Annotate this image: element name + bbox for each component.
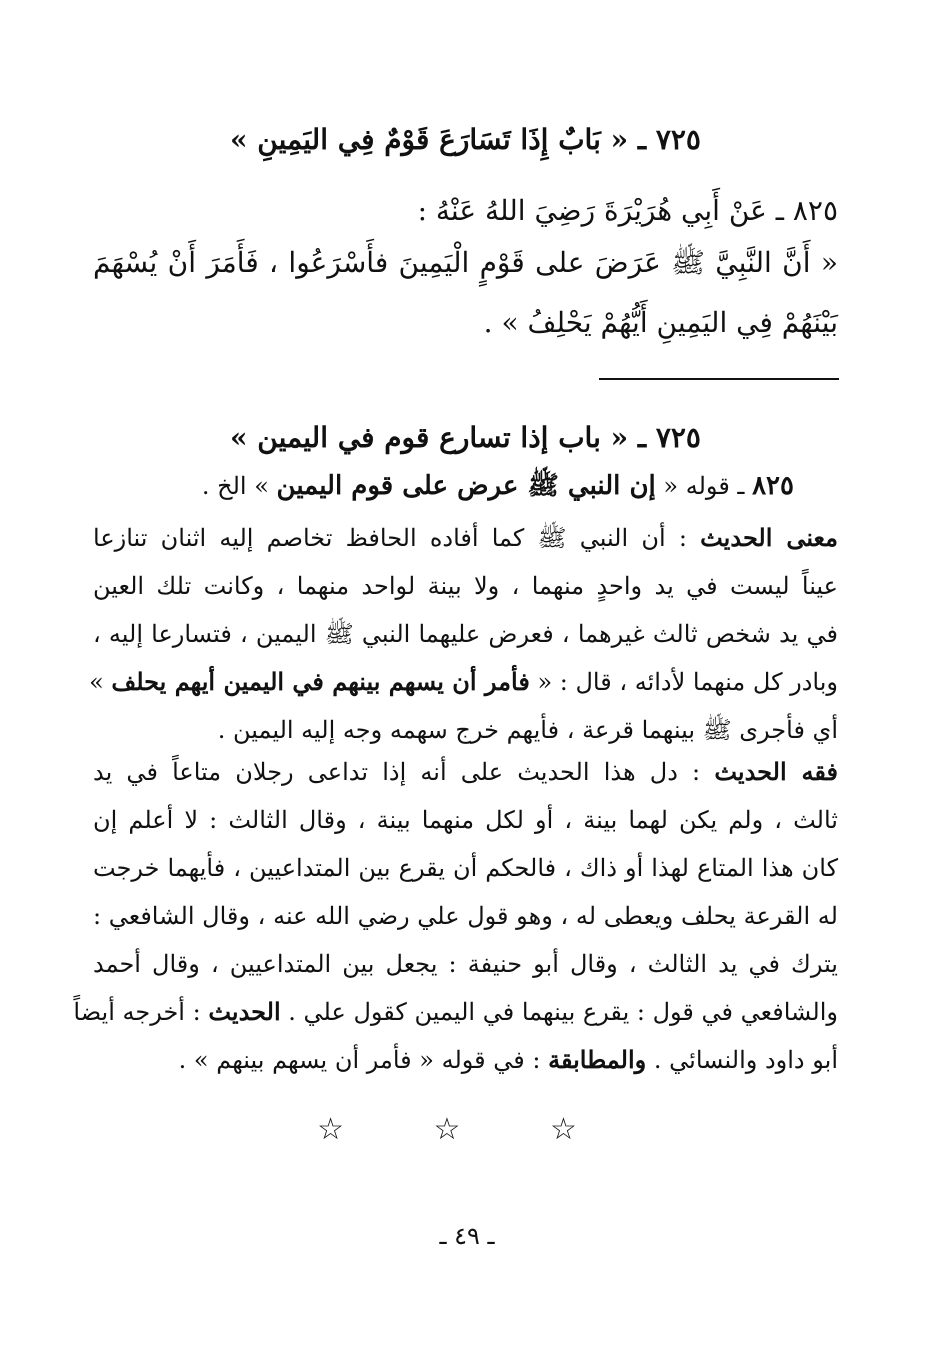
quote-text: إن النبي ﷺ عرض على قوم اليمين — [276, 471, 656, 501]
mutabaqa-label: والمطابقة — [548, 1045, 647, 1074]
fiqh-paragraph-line: ثالث ، ولم يكن لهما بينة ، أو لكل منهما بينة ، وقال الثالث : لا أعلم إن — [93, 806, 838, 834]
meaning-text: : أن النبي ﷺ كما أفاده الحافظ تخاصم إليه اثنان تنازعا — [93, 524, 687, 552]
hadith-number: ٨٢٥ — [752, 471, 794, 501]
fiqh-paragraph-line — [93, 1040, 838, 1080]
star-separator-icon: ☆ ☆ ☆ — [317, 1112, 617, 1147]
meaning-paragraph-line — [93, 518, 838, 558]
footnote-divider — [599, 378, 839, 380]
quote-lead: ـ قوله « — [663, 472, 745, 500]
hadith-quote-line — [94, 466, 794, 506]
fiqh-paragraph-line — [73, 992, 838, 1032]
page-number: ـ ٤٩ ـ — [439, 1222, 495, 1250]
fiqh-paragraph-line: يترك في يد الثالث ، وقال أبو حنيفة : يجعل بين المتداعيين ، وقال أحمد — [93, 950, 838, 978]
section-title-sharh: ٧٢٥ ـ « باب إذا تسارع قوم في اليمين » — [230, 421, 701, 454]
fiqh-paragraph-line — [93, 752, 838, 792]
meaning-paragraph-line: أي فأجرى ﷺ بينهما قرعة ، فأيهم خرج سهمه وجه إليه اليمين . — [217, 716, 838, 744]
fiqh-text: : دل هذا الحديث على أنه إذا تداعى رجلان متاعاً في يد — [93, 758, 701, 786]
fiqh-paragraph-line: كان هذا المتاع لهذا أو ذاك ، فالحكم أن يقرع بين المتداعيين ، فأيهما خرجت — [93, 854, 838, 882]
fiqh-paragraph-line: له القرعة يحلف ويعطى له ، وهو قول علي رضي الله عنه ، وقال الشافعي : — [93, 902, 838, 930]
fiqh-text: : في قوله « فأمر أن يسهم بينهم » . — [178, 1046, 541, 1074]
quote-tail: » الخ . — [201, 472, 269, 500]
fiqh-text: أبو داود والنسائي . — [653, 1046, 838, 1074]
meaning-paragraph-line: عيناً ليست في يد واحدٍ منهما ، ولا بينة لواحد منهما ، وكانت تلك العين — [93, 572, 838, 600]
section-title-matn: ٧٢٥ ـ « بَابٌ إِذَا تَسَارَعَ قَوْمٌ فِي اليَمِينِ » — [230, 123, 701, 156]
meaning-label: معنى الحديث — [700, 523, 838, 552]
meaning-paragraph-line: في يد شخص ثالث غيرهما ، فعرض عليهما النبي ﷺ اليمين ، فتسارعا إليه ، — [93, 620, 838, 648]
meaning-text: وبادر كل منهما لأدائه ، قال : « — [537, 668, 838, 696]
meaning-quote: فأمر أن يسهم بينهم في اليمين أيهم يحلف — [111, 667, 530, 696]
hadith-label: الحديث — [208, 997, 281, 1026]
hadith-text-line: « أَنَّ النَّبِيَّ ﷺ عَرَضَ على قَوْمٍ الْيَمِينَ فأَسْرَعُوا ، فَأَمَرَ أَنْ يُسْهَمَ — [93, 246, 838, 279]
meaning-text: » — [89, 668, 104, 696]
meaning-paragraph-line — [89, 662, 838, 702]
fiqh-label: فقه الحديث — [714, 757, 839, 786]
hadith-text-line: بَيْنَهُمْ فِي اليَمِينِ أَيُّهُمْ يَحْلِفُ » . — [483, 306, 838, 339]
hadith-narrator: ٨٢٥ ـ عَنْ أَبِي هُرَيْرَةَ رَضِيَ اللهُ عَنْهُ : — [417, 194, 838, 227]
fiqh-text: والشافعي في قول : يقرع بينهما في اليمين كقول علي . — [288, 998, 838, 1026]
fiqh-text: : أخرجه أيضاً — [73, 998, 201, 1026]
